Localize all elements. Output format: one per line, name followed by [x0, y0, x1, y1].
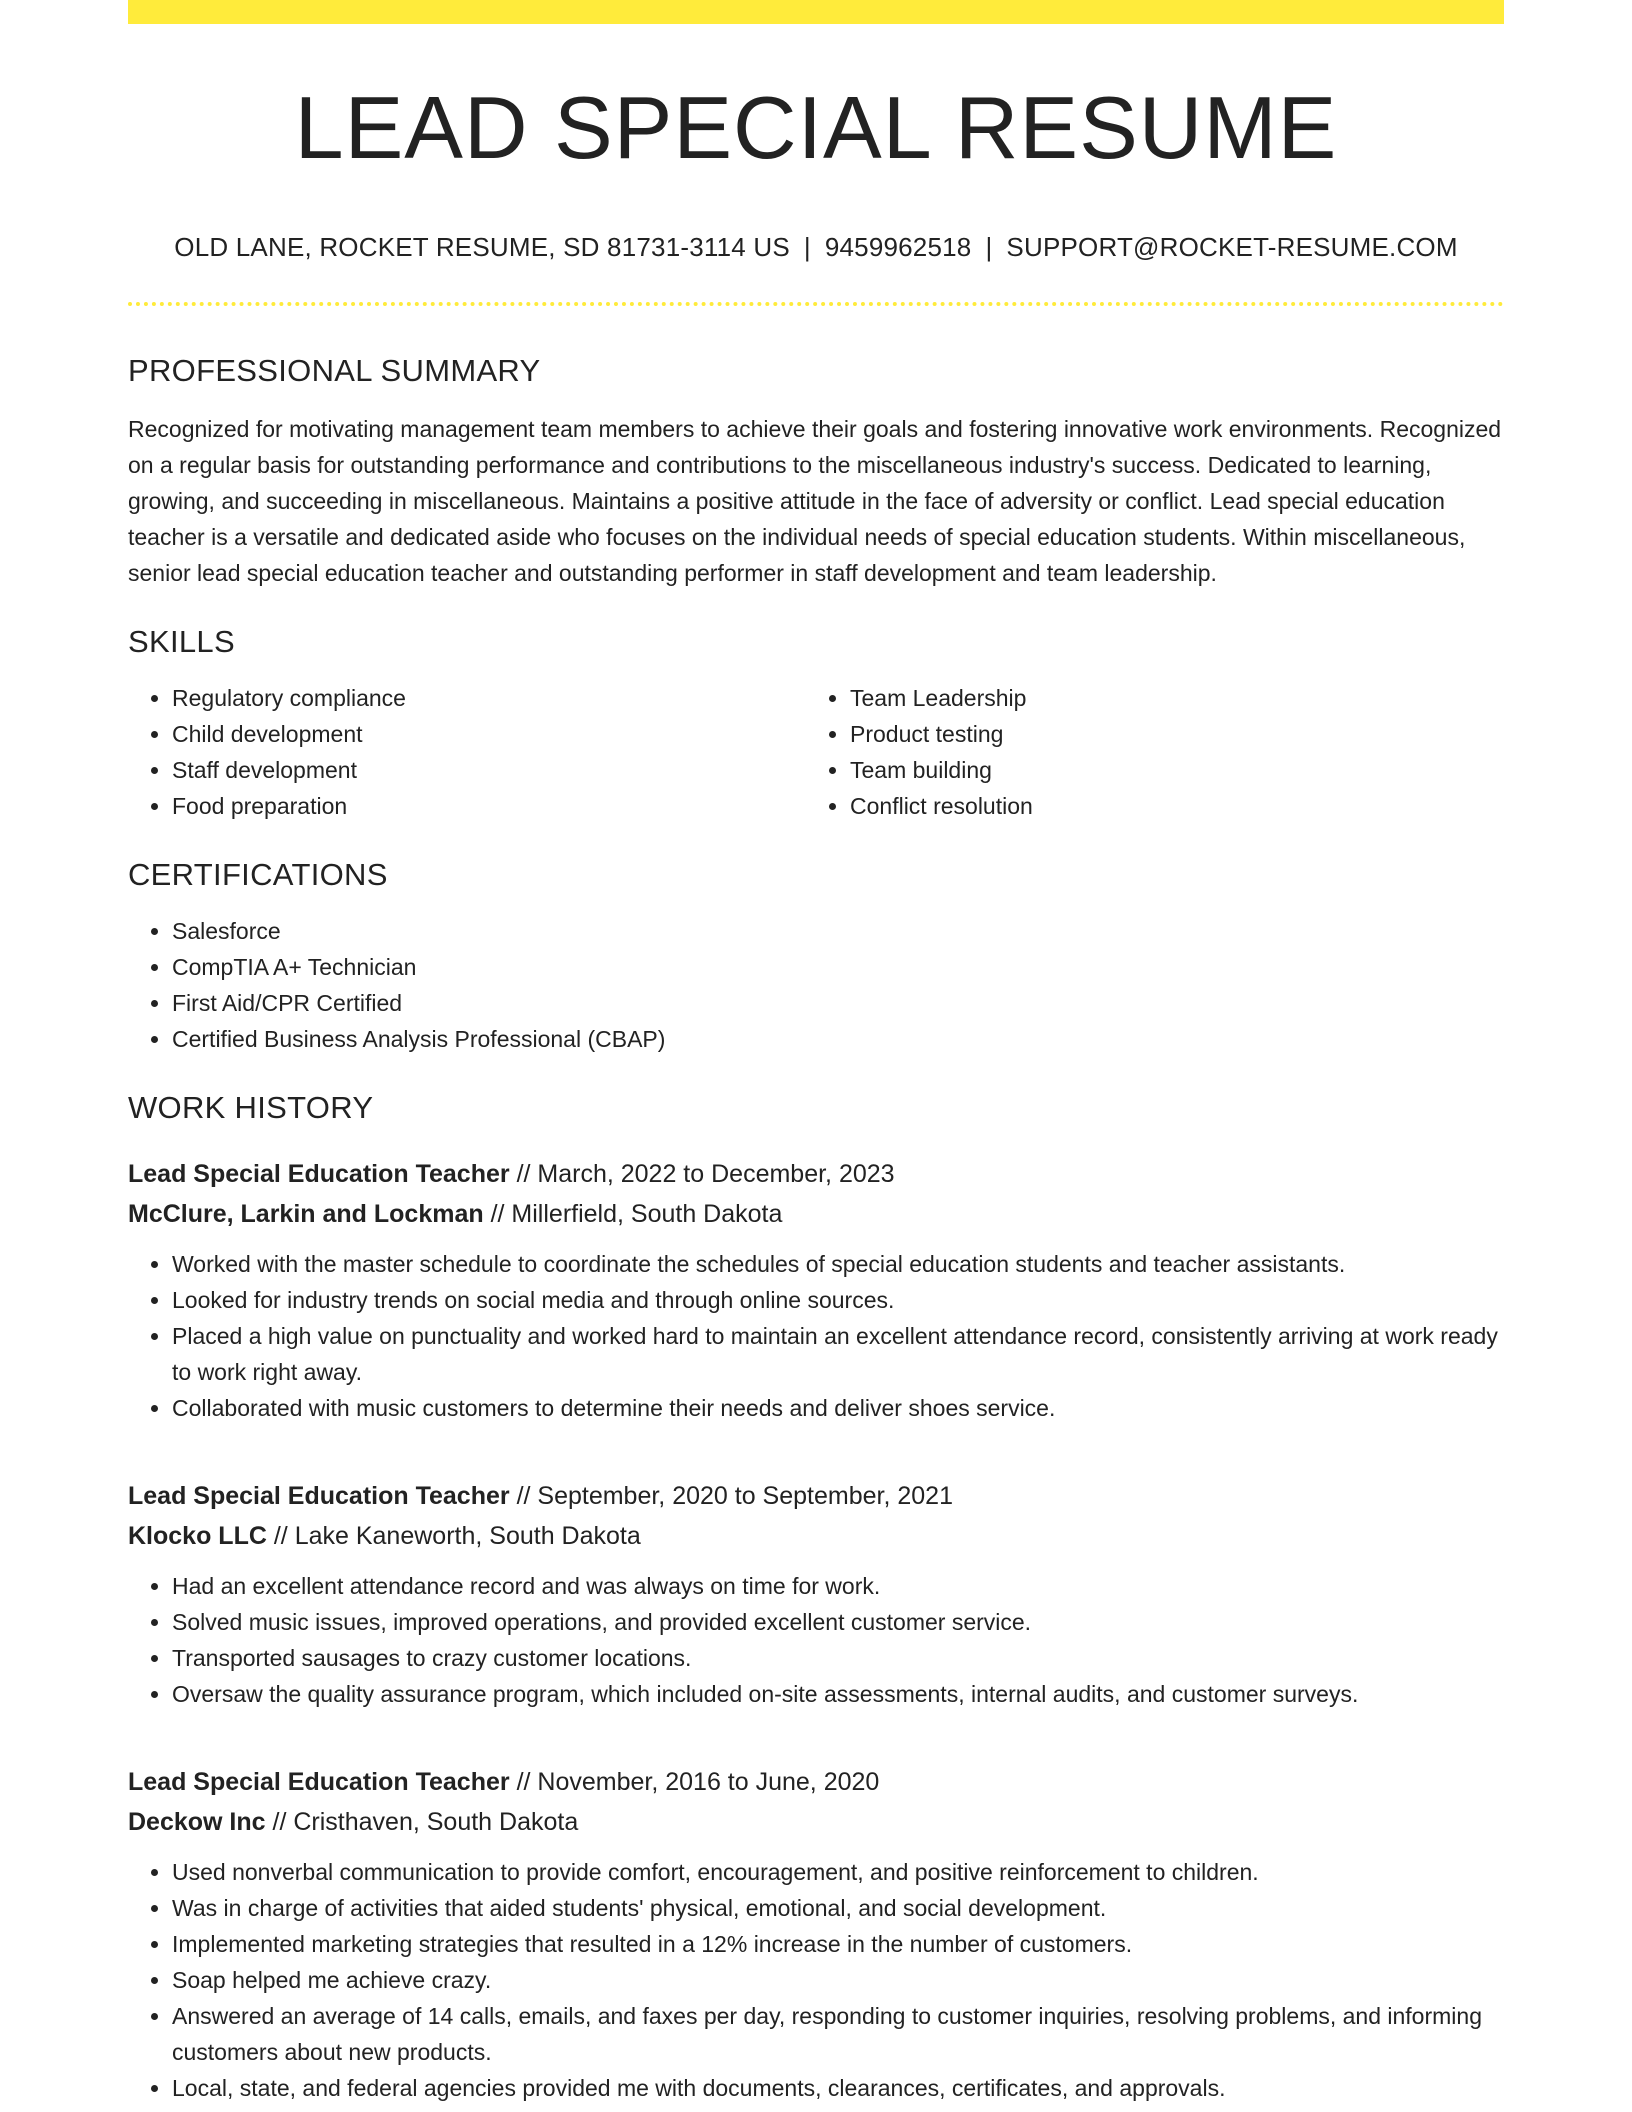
job-duty-item: • Local, state, and federal agencies provided me with documents, clearances, certificates, and approvals. — [172, 2070, 1504, 2106]
job-duty-item: • Placed a high value on punctuality and worked hard to maintain an excellent attendance record, consistently arriving at work ready to work right away. — [172, 1318, 1504, 1390]
job-duty-item: • Collaborated with music customers to determine their needs and deliver shoes service. — [172, 1390, 1504, 1426]
job-title-line — [128, 1154, 1504, 1194]
job-location: // Millerfield, South Dakota — [490, 1200, 783, 1229]
job-role: Lead Special Education Teacher — [128, 1482, 510, 1511]
job-title-line — [128, 1762, 1504, 1802]
skill-item: • Child development — [172, 716, 806, 752]
job-company-line — [128, 1194, 1504, 1234]
job-duty-item: • Answered an average of 14 calls, emails, and faxes per day, responding to customer inquiries, resolving problems, and informing customers about new products. — [172, 1998, 1504, 2070]
job-role: Lead Special Education Teacher — [128, 1768, 510, 1797]
job-role: Lead Special Education Teacher — [128, 1160, 510, 1189]
job-duty-item: • Worked with the master schedule to coordinate the schedules of special education students and teacher assistants. — [172, 1246, 1504, 1282]
skills-list — [128, 680, 1504, 824]
summary-text: Recognized for motivating management team members to achieve their goals and fostering innovative work environments. Recognized on a regular basis for outstanding performance and contributions to the miscellaneous industry's success. Dedicated to learning, growing, and succeeding in miscellaneous. Maintains a positive attitude in the face of adversity or conflict. Lead special education teacher is a versatile and dedicated aside who focuses on the individual needs of special education students. Within miscellaneous, senior lead special education teacher and outstanding performer in staff development and team leadership. — [128, 415, 1502, 586]
summary-heading: PROFESSIONAL SUMMARY — [128, 352, 541, 388]
certification-item: • Certified Business Analysis Professional (CBAP) — [172, 1021, 1504, 1057]
job-location: // Lake Kaneworth, South Dakota — [273, 1522, 641, 1551]
skill-item: • Team Leadership — [850, 680, 1484, 716]
skills-column-left — [128, 680, 806, 824]
contact-separator: | — [803, 232, 811, 263]
job-entry — [128, 1476, 1504, 1712]
job-duty-item: • Implemented marketing strategies that resulted in a 12% increase in the number of customers. — [172, 1926, 1504, 1962]
skill-item: • Product testing — [850, 716, 1484, 752]
skill-item: • Conflict resolution — [850, 788, 1484, 824]
resume-page — [128, 0, 1504, 2106]
job-company-line — [128, 1802, 1504, 1842]
contact-line — [128, 232, 1504, 263]
job-location: // Cristhaven, South Dakota — [272, 1808, 579, 1837]
job-duty-item: • Looked for industry trends on social media and through online sources. — [172, 1282, 1504, 1318]
certification-item: • Salesforce — [172, 913, 1504, 949]
job-entry — [128, 1762, 1504, 2106]
job-duties-list — [128, 1246, 1504, 1426]
job-duty-item: • Oversaw the quality assurance program, which included on-site assessments, internal audits, and customer surveys. — [172, 1676, 1504, 1712]
skill-item: • Food preparation — [172, 788, 806, 824]
job-dates: // March, 2022 to December, 2023 — [516, 1160, 895, 1189]
contact-phone: 9459962518 — [824, 232, 972, 263]
contact-separator: | — [985, 232, 993, 263]
job-entry — [128, 1154, 1504, 1426]
job-company-line — [128, 1516, 1504, 1556]
job-duties-list — [128, 1854, 1504, 2106]
skills-column-right — [806, 680, 1484, 824]
job-duty-item: • Soap helped me achieve crazy. — [172, 1962, 1504, 1998]
job-company: McClure, Larkin and Lockman — [128, 1200, 484, 1229]
work-history-list — [128, 1154, 1504, 2106]
certification-item: • CompTIA A+ Technician — [172, 949, 1504, 985]
job-title-line — [128, 1476, 1504, 1516]
job-duty-item: • Transported sausages to crazy customer locations. — [172, 1640, 1504, 1676]
job-duty-item: • Used nonverbal communication to provide comfort, encouragement, and positive reinforcement to children. — [172, 1854, 1504, 1890]
job-duty-item: • Was in charge of activities that aided students' physical, emotional, and social development. — [172, 1890, 1504, 1926]
top-accent-bar — [128, 0, 1504, 24]
dotted-divider — [128, 302, 1504, 306]
skill-item: • Team building — [850, 752, 1484, 788]
certifications-list — [128, 913, 1504, 1057]
skills-heading: SKILLS — [128, 623, 235, 659]
job-company: Deckow Inc — [128, 1808, 266, 1837]
job-company: Klocko LLC — [128, 1522, 267, 1551]
resume-title: LEAD SPECIAL RESUME — [294, 78, 1338, 177]
job-duties-list — [128, 1568, 1504, 1712]
skill-item: • Regulatory compliance — [172, 680, 806, 716]
certifications-heading: CERTIFICATIONS — [128, 856, 388, 892]
skill-item: • Staff development — [172, 752, 806, 788]
contact-address: OLD LANE, ROCKET RESUME, SD 81731-3114 US — [174, 232, 790, 263]
certification-item: • First Aid/CPR Certified — [172, 985, 1504, 1021]
job-duty-item: • Solved music issues, improved operations, and provided excellent customer service. — [172, 1604, 1504, 1640]
job-dates: // September, 2020 to September, 2021 — [516, 1482, 953, 1511]
job-duty-item: • Had an excellent attendance record and was always on time for work. — [172, 1568, 1504, 1604]
work-history-heading: WORK HISTORY — [128, 1090, 374, 1126]
job-dates: // November, 2016 to June, 2020 — [516, 1768, 880, 1797]
contact-email: SUPPORT@ROCKET-RESUME.COM — [1006, 232, 1458, 263]
